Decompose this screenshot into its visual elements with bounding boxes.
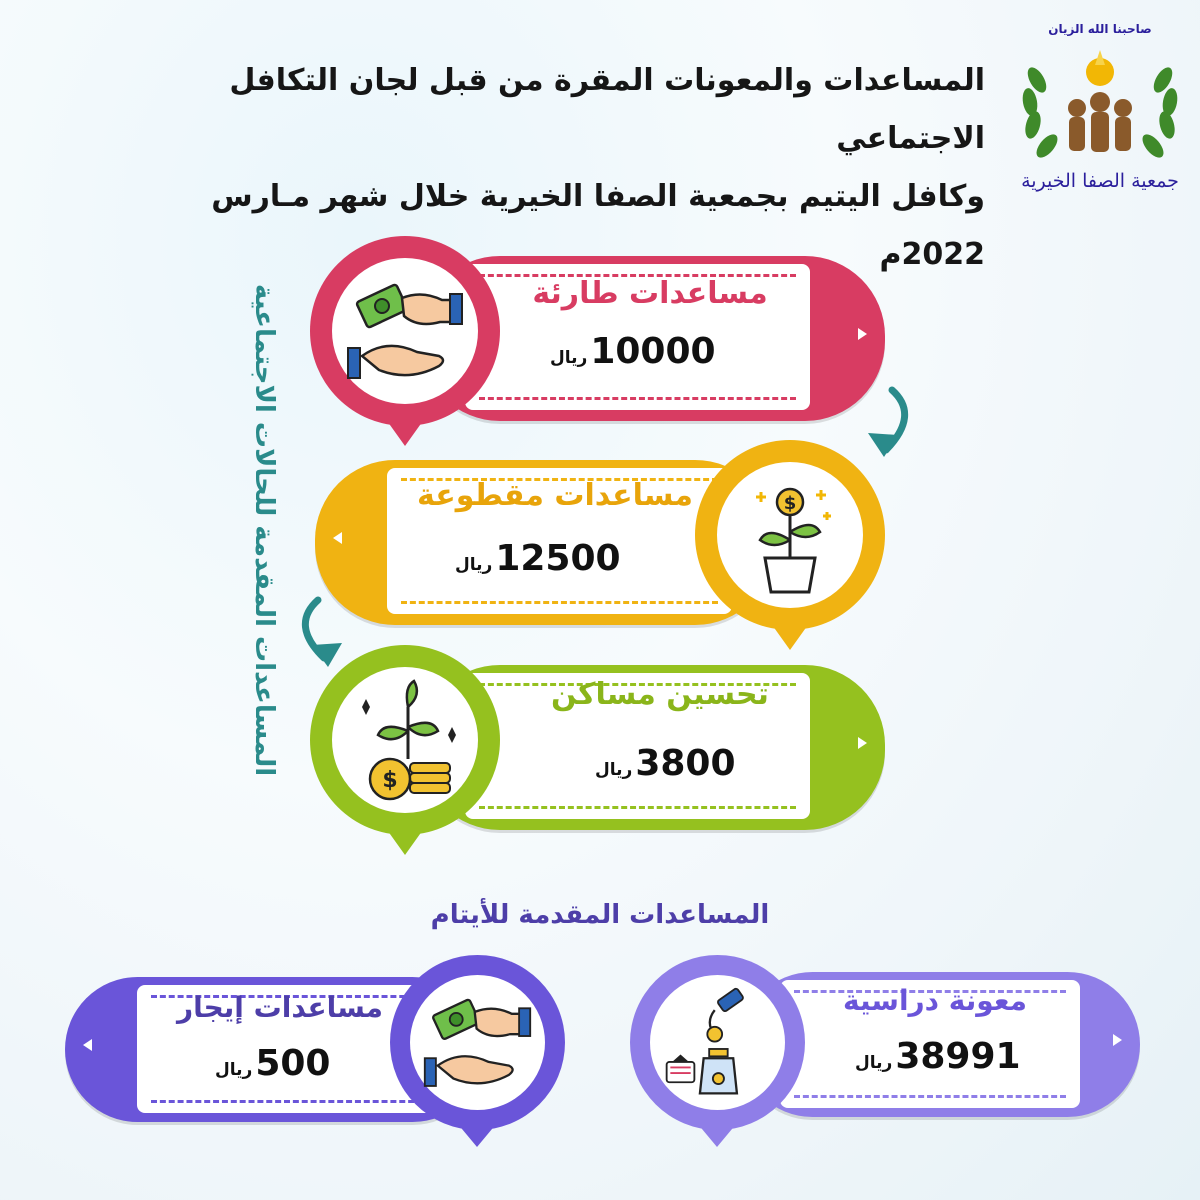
card-lump-sum-aid [315, 440, 890, 650]
side-label [239, 270, 289, 790]
amount-value: 10000 [590, 331, 716, 372]
card-label: تحسين مساكن [551, 677, 769, 712]
charity-logo-icon [1015, 20, 1185, 200]
card-label: مساعدات مقطوعة [417, 478, 693, 513]
amount-value: 38991 [895, 1036, 1021, 1077]
currency-label: ريال [855, 1053, 893, 1073]
card-label: معونة دراسية [843, 984, 1027, 1017]
icon-circle [310, 645, 500, 835]
card-amount [550, 331, 716, 372]
card-label: مساعدات إيجار [176, 991, 384, 1024]
amount-value: 12500 [495, 538, 621, 579]
icon-circle [390, 955, 565, 1130]
money-handover-icon [332, 258, 478, 404]
card-label: مساعدات طارئة [532, 276, 768, 311]
icon-circle [310, 236, 500, 426]
currency-label: ريال [455, 555, 493, 575]
card-amount [455, 538, 621, 579]
side-label-text: المساعدات المقدمة للحالات الاجتماعية [249, 283, 279, 777]
currency-label: ريال [215, 1060, 253, 1080]
card-emergency-aid [310, 236, 885, 446]
logo-text-bottom: جمعية الصفا الخيرية [1021, 170, 1179, 192]
svg-text:$: $ [382, 768, 398, 793]
coin-jar-icon [650, 975, 785, 1110]
svg-text:$: $ [783, 493, 797, 514]
title-line-2: وكافل اليتيم بجمعية الصفا الخيرية خلال شهر مـارس 2022م [211, 179, 985, 272]
icon-circle [630, 955, 805, 1130]
currency-label: ريال [550, 348, 588, 368]
money-handover-icon [410, 975, 545, 1110]
icon-circle [695, 440, 885, 630]
card-study-aid [630, 950, 1140, 1150]
orphans-section-title: المساعدات المقدمة للأيتام [430, 900, 770, 930]
title-line-1: المساعدات والمعونات المقرة من قبل لجان التكافل الاجتماعي [229, 63, 985, 156]
logo-text-top: صاحبنا الله الزيان [1048, 22, 1152, 36]
amount-value: 500 [255, 1043, 331, 1084]
card-amount [855, 1036, 1021, 1077]
money-plant-icon [717, 462, 863, 608]
card-amount [215, 1043, 330, 1084]
amount-value: 3800 [635, 743, 736, 784]
card-rent-aid [65, 955, 580, 1150]
card-amount [595, 743, 736, 784]
currency-label: ريال [595, 760, 633, 780]
card-housing-improvement [310, 645, 885, 860]
growing-coins-icon [332, 667, 478, 813]
